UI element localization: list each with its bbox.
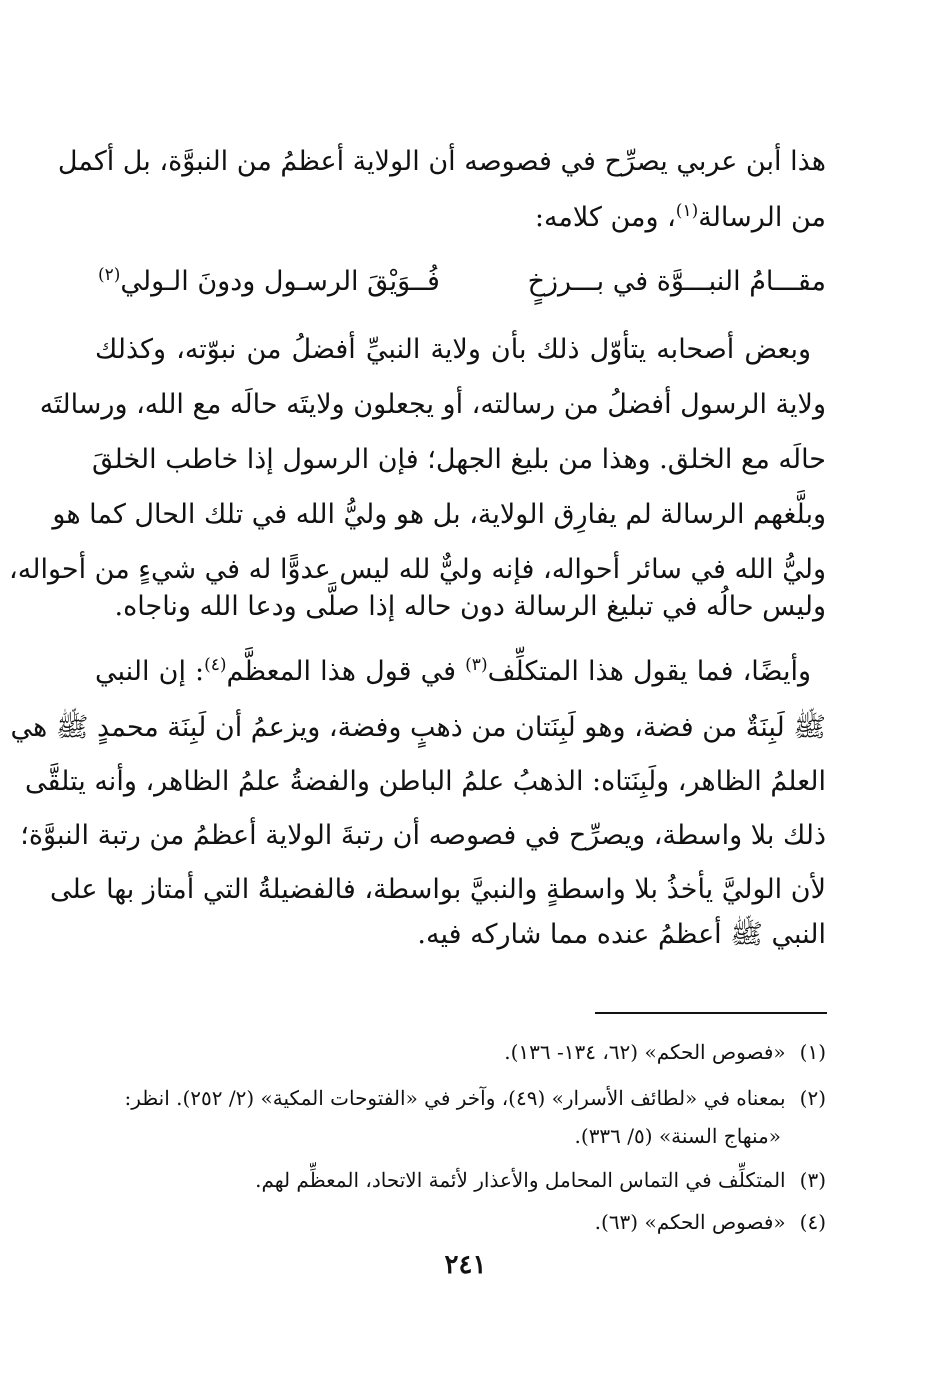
footnote-text: «فصوص الحكم» (٦٣). — [594, 1210, 786, 1234]
footnote-separator — [595, 1012, 827, 1014]
page-number: ٢٤١ — [444, 1250, 487, 1280]
para3-line3: العلمُ الظاهر، ولَبِنَتاه: الذهبُ علمُ الباطن والفضةُ علمُ الظاهر، وأنه يتلقَّى — [24, 766, 826, 797]
para3-line6: النبي ﷺ أعظمُ عنده مما شاركه فيه. — [417, 919, 826, 950]
footnote-number: (٣) — [799, 1168, 826, 1192]
footnote-2 — [95, 1082, 826, 1114]
para1-line1: هذا أبن عربي يصرِّح في فصوصه أن الولاية أعظمُ من النبوَّة، بل أكمل — [57, 146, 826, 177]
para2-line2: ولاية الرسول أفضلُ من رسالته، أو يجعلون ولايتَه حالَه مع الله، ورسالتَه — [39, 389, 826, 420]
verse-first-hemistich: مقـــامُ النبـــوَّة في بـــرزخٍ — [527, 266, 826, 297]
footnote-1 — [504, 1036, 826, 1068]
verse-second-hemistich — [98, 262, 440, 302]
text-fragment: وأيضًا، فما يقول هذا المتكلِّف — [487, 656, 811, 687]
footnote-2-continuation: «منهاج السنة» (٥/ ٣٣٦). — [574, 1124, 781, 1148]
text-fragment: في قول هذا المعظَّم — [226, 656, 466, 687]
footnote-text: بمعناه في «لطائف الأسرار» (٤٩)، وآخر في «الفتوحات المكية» (٢/ ٢٥٢). انظر: — [124, 1086, 786, 1110]
footnote-number: (١) — [799, 1040, 826, 1064]
para2-line4: وبلَّغهم الرسالة لم يفارِق الولاية، بل هو وليُّ الله في تلك الحال كما هو — [52, 499, 826, 530]
footnote-text: المتكلِّف في التماس المحامل والأعذار لأئمة الاتحاد، المعظِّم لهم. — [255, 1168, 786, 1192]
footnote-ref-2[interactable]: (٢) — [98, 265, 121, 285]
text-fragment: ، ومن كلامه: — [534, 202, 676, 233]
para3-line2: ﷺ لَبِنَةٌ من فضة، وهو لَبِنَتان من ذهبٍ وفضة، ويزعمُ أن لَبِنَة محمدٍ ﷺ هي — [10, 712, 826, 743]
footnote-ref-1[interactable]: (١) — [675, 201, 699, 221]
footnote-3 — [255, 1164, 826, 1196]
para3-line5: لأن الوليَّ يأخذُ بلا واسطةٍ والنبيَّ بواسطة، فالفضيلةُ التي أمتاز بها على — [49, 874, 826, 905]
text-fragment: فُــوَيْقَ الرسـول ودونَ الـولي — [120, 266, 440, 297]
para2-line5: وليُّ الله في سائر أحواله، فإنه وليٌّ لله ليس عدوًّا له في شيءٍ من أحواله، — [9, 554, 826, 585]
para3-line4: ذلك بلا واسطة، ويصرِّح في فصوصه أن رتبةَ الولاية أعظمُ من رتبة النبوَّة؛ — [20, 820, 826, 851]
footnote-ref-3[interactable]: (٣) — [465, 655, 488, 675]
footnote-text: «فصوص الحكم» (٦٢، ١٣٤- ١٣٦). — [504, 1040, 786, 1064]
para1-line2 — [535, 198, 826, 238]
text-fragment: من الرسالة — [698, 202, 826, 233]
text-fragment: : إن النبي — [95, 656, 205, 687]
footnote-number: (٢) — [799, 1086, 826, 1110]
footnote-ref-4[interactable]: (٤) — [204, 655, 227, 675]
para2-line6: وليس حالُه في تبليغ الرسالة دون حاله إذا صلَّى ودعا الله وناجاه. — [114, 591, 826, 622]
footnote-number: (٤) — [799, 1210, 826, 1234]
footnote-4 — [595, 1206, 826, 1238]
para3-line1 — [95, 652, 811, 692]
para2-line3: حالَه مع الخلق. وهذا من بليغ الجهل؛ فإن الرسول إذا خاطب الخلقَ — [92, 444, 826, 475]
para2-line1: وبعض أصحابه يتأوّل ذلك بأن ولاية النبيِّ أفضلُ من نبوّته، وكذلك — [95, 334, 811, 365]
